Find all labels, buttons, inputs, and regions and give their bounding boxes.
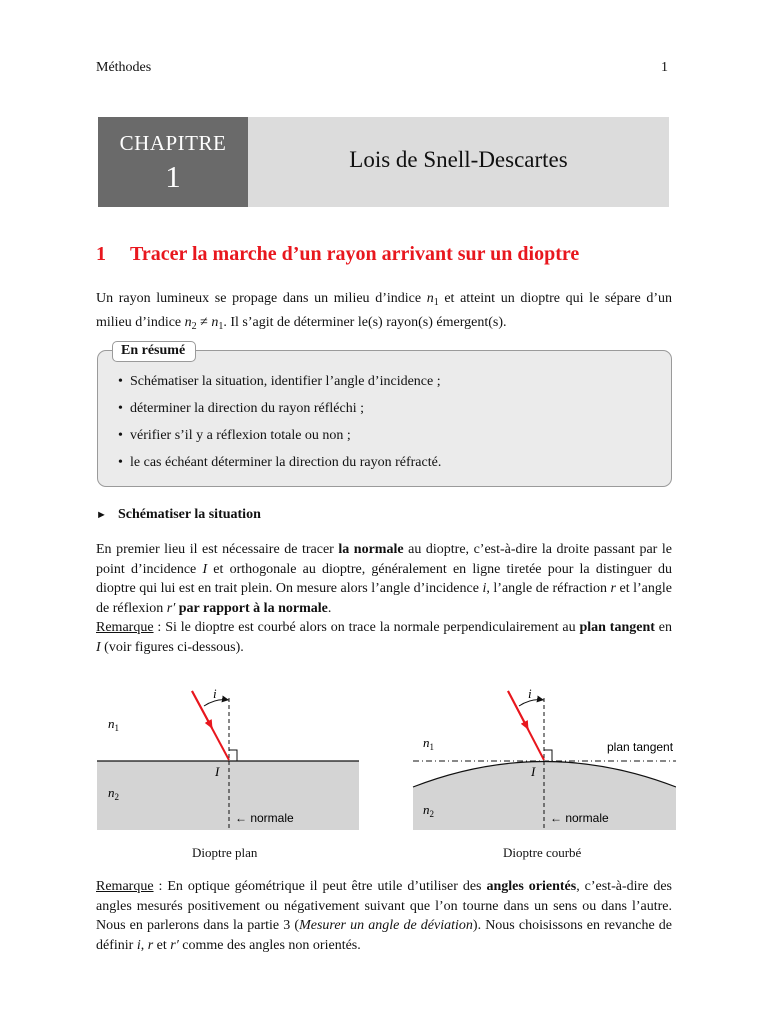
var-n: n [211,314,219,330]
curved-interface-diagram [413,686,676,830]
chapter-banner [98,117,669,207]
bullet: • [118,455,123,470]
point-I-label: I [531,764,536,779]
summary-item-text: vérifier s’il y a réflexion totale ou non ; [130,428,351,443]
summary-item [118,426,441,453]
text: Si le dioptre est courbé alors on trace la normale perpendiculairement au [165,620,580,635]
summary-item [118,453,441,480]
bullet: • [118,374,123,389]
bullet: • [118,401,123,416]
var-r: r [147,937,154,953]
tangent-plane-label: plan tangent [607,740,674,754]
text: en [654,620,672,635]
var-n: n [426,291,434,306]
ray-arrow [508,691,528,729]
italic-reference: Mesurer un angle de déviation [299,918,473,933]
subscript-2: 2 [191,320,197,332]
remark-paragraph-1 [96,618,672,657]
text: , [140,937,148,953]
var-I: I [96,639,101,655]
page-number: 1 [661,60,668,75]
running-header-title: Méthodes [96,60,152,75]
text: En optique géométrique il peut être utile d’utiliser des [167,879,487,894]
angle-i-label: i [528,686,532,701]
text: En premier lieu il est nécessaire de tracer [96,542,339,557]
bold-term: la normale [338,542,404,557]
bold-term: angles orientés [486,879,577,894]
section-title: Tracer la marche d’un rayon arrivant sur un dioptre [130,243,580,265]
right-angle-mark [544,750,552,761]
var-r-prime: r′ [166,600,176,616]
flat-interface-diagram [97,686,359,830]
figure-caption-flat: Dioptre plan [192,845,258,860]
text: (voir figures ci-dessous). [100,639,244,655]
text: , l’angle de réfraction [486,581,611,596]
text: : [153,879,168,894]
intro-text-3: . Il s’agit de déterminer le(s) rayon(s) émergent(s). [223,314,507,330]
summary-item [118,372,441,399]
not-equal-sign: ≠ [196,314,212,330]
var-i: i [482,581,487,596]
var-i: i [136,937,141,953]
subscript-1: 1 [218,320,224,332]
text: au dioptre, c’est-à-dire la droite passant par le point d’incidence [96,542,672,577]
running-header [96,60,672,76]
subsection-title: Schématiser la situation [118,507,261,522]
var-I: I [202,561,208,577]
subsection-heading [96,507,261,523]
remark-label: Remarque [96,879,154,894]
n1-label: $n_1$ [108,716,119,733]
text: ). Nous choisissons en revanche de définir [96,918,672,953]
method-paragraph [96,540,672,618]
section-number: 1 [96,243,106,265]
summary-item-text: Schématiser la situation, identifier l’angle d’incidence ; [130,374,441,389]
bullet: • [118,428,123,443]
text: : [153,620,166,635]
n2-label: $n_2$ [423,802,434,819]
medium-2-area [97,761,359,830]
n1-label: $n_1$ [423,735,434,752]
var-n: n [184,314,192,330]
summary-item [118,399,441,426]
normal-label: ← normale [235,811,294,825]
chapter-word: CHAPITRE [119,131,227,155]
remark-paragraph-2 [96,877,672,955]
chapter-number: 1 [165,159,181,194]
summary-item-text: le cas échéant déterminer la direction du rayon réfracté. [130,455,442,470]
intro-paragraph [96,289,672,336]
var-r: r [610,581,616,596]
normal-label: ← normale [550,811,609,825]
remark-label: Remarque [96,620,154,635]
chapter-number-block [98,117,248,207]
intro-text-1: Un rayon lumineux se propage dans un milieu d’indice [96,291,427,306]
text: et [153,937,171,953]
subscript-1: 1 [433,297,439,308]
point-I-label: I [215,764,220,779]
figure-caption-curved: Dioptre courbé [503,845,582,860]
summary-item-text: déterminer la direction du rayon réfléchi ; [130,401,365,416]
text: et l’angle de réflexion [96,581,672,616]
text: et orthogonale au dioptre, généralement en ligne tiretée pour la distinguer du dioptre qui lui est en trait plein. On mesure alors l’angle d’incidence [96,561,673,596]
chapter-title: Lois de Snell-Descartes [349,147,568,172]
ray-arrow [192,691,212,728]
summary-title: En résumé [112,341,196,362]
summary-list [118,372,441,480]
right-angle-mark [229,750,237,761]
refraction-figures [96,676,676,866]
intro-text-2: et atteint un dioptre qui le sépare d’un milieu d’indice [96,291,672,330]
section-heading [96,243,579,266]
bold-term: par rapport à la normale [178,600,328,616]
triangle-marker-icon: ► [96,509,107,521]
angle-i-label: i [213,686,217,701]
summary-box [97,343,672,487]
n2-label: $n_2$ [108,785,119,802]
text: , c’est-à-dire des angles mesurés positivement ou négativement suivant que l’on tourne dans un sens ou dans l’autre. Nous en parlerons dans la partie 3 ( [96,879,672,933]
bold-term: plan tangent [579,620,655,635]
text: comme des angles non orientés. [178,937,361,953]
text: . [327,600,332,616]
var-r-prime: r′ [170,937,179,953]
